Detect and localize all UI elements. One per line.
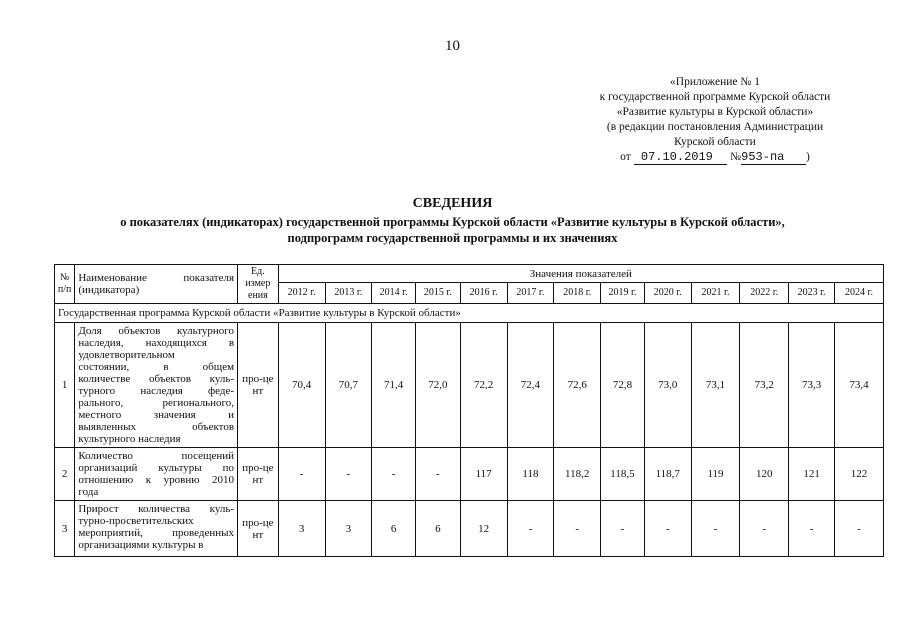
row-number: 2 <box>55 448 75 501</box>
indicator-name-line: Доля объектов культурного <box>78 325 235 337</box>
indicator-name <box>75 448 238 501</box>
value-cell: - <box>278 448 325 501</box>
value-cell: 73,1 <box>691 323 740 448</box>
value-cell: 6 <box>372 501 416 557</box>
header-year-12: 2024 г. <box>834 283 883 304</box>
document-title: СВЕДЕНИЯ <box>412 196 493 211</box>
value-cell: 118,2 <box>554 448 601 501</box>
indicator-name-line: турного наследия феде- <box>78 385 235 397</box>
header-year-9: 2021 г. <box>691 283 740 304</box>
value-cell: - <box>789 501 835 557</box>
header-year-10: 2022 г. <box>740 283 789 304</box>
table-row <box>55 501 884 557</box>
indicator-name-line: мероприятий, проведенных <box>78 527 235 539</box>
header-name: Наименование показателя (индикатора) <box>75 265 238 304</box>
value-cell: 73,3 <box>789 323 835 448</box>
indicator-name-line: организациями культуры в <box>78 539 204 551</box>
indicator-name-line: рального, регионального, <box>78 397 235 409</box>
value-cell: - <box>372 448 416 501</box>
header-num: № п/п <box>55 265 75 304</box>
subtitle-line-1: о показателях (индикаторах) государственной программы Курской области «Развитие культуры в Курской области», <box>120 215 785 229</box>
indicator-name <box>75 323 238 448</box>
value-cell: 71,4 <box>372 323 416 448</box>
indicator-name-line: отношению к уровню 2010 <box>78 474 235 486</box>
page-number: 10 <box>445 38 460 54</box>
appendix-date-line <box>560 150 870 165</box>
resolution-date: 07.10.2019 <box>634 151 728 165</box>
value-cell: - <box>644 501 691 557</box>
value-cell: 3 <box>278 501 325 557</box>
value-cell: - <box>691 501 740 557</box>
header-year-6: 2018 г. <box>554 283 601 304</box>
value-cell: 73,2 <box>740 323 789 448</box>
indicator-name-line: наследия, находящихся в <box>78 337 235 349</box>
value-cell: 73,0 <box>644 323 691 448</box>
value-cell: 73,4 <box>834 323 883 448</box>
header-year-2: 2014 г. <box>372 283 416 304</box>
value-cell: 72,0 <box>416 323 461 448</box>
appendix-line-1: «Приложение № 1 <box>670 76 760 88</box>
appendix-line-5: Курской области <box>674 136 756 148</box>
date-prefix: от <box>620 151 631 163</box>
value-cell: - <box>740 501 789 557</box>
header-values-group: Значения показателей <box>278 265 883 283</box>
indicators-table <box>54 264 884 557</box>
indicator-name-line: выявленных объектов <box>78 421 235 433</box>
header-year-4: 2016 г. <box>460 283 507 304</box>
indicator-name <box>75 501 238 557</box>
value-cell: - <box>325 448 372 501</box>
value-cell: 3 <box>325 501 372 557</box>
indicator-name-line: состоянии, в общем <box>78 361 235 373</box>
indicator-name-line: года <box>78 486 99 498</box>
subtitle-line-2: подпрограмм государственной программы и их значениях <box>287 231 618 245</box>
value-cell: 118,7 <box>644 448 691 501</box>
header-year-3: 2015 г. <box>416 283 461 304</box>
value-cell: - <box>416 448 461 501</box>
unit-cell: про-цент <box>238 448 279 501</box>
value-cell: - <box>507 501 554 557</box>
header-unit: Ед. измер ения <box>238 265 279 304</box>
indicator-name-line: Количество посещений <box>78 450 235 462</box>
appendix-block <box>560 75 870 165</box>
program-title-cell: Государственная программа Курской области «Развитие культуры в Курской области» <box>55 304 884 323</box>
table-row <box>55 323 884 448</box>
value-cell: 120 <box>740 448 789 501</box>
value-cell: - <box>554 501 601 557</box>
unit-cell: про-цент <box>238 323 279 448</box>
indicator-name-line: организаций культуры по <box>78 462 235 474</box>
appendix-line-2: к государственной программе Курской области <box>599 91 831 103</box>
row-number: 3 <box>55 501 75 557</box>
value-cell: - <box>601 501 645 557</box>
header-year-11: 2023 г. <box>789 283 835 304</box>
value-cell: 117 <box>460 448 507 501</box>
value-cell: 118,5 <box>601 448 645 501</box>
indicator-name-line: Прирост количества куль- <box>78 503 235 515</box>
appendix-line-4: (в редакции постановления Администрации <box>606 121 824 133</box>
document-subtitle <box>30 214 875 246</box>
indicator-name-line: турно-просветительских <box>78 515 194 527</box>
unit-cell: про-цент <box>238 501 279 557</box>
value-cell: - <box>834 501 883 557</box>
header-year-1: 2013 г. <box>325 283 372 304</box>
value-cell: 12 <box>460 501 507 557</box>
appendix-line-3: «Развитие культуры в Курской области» <box>616 106 814 118</box>
header-year-5: 2017 г. <box>507 283 554 304</box>
value-cell: 72,6 <box>554 323 601 448</box>
header-year-8: 2020 г. <box>644 283 691 304</box>
value-cell: 70,7 <box>325 323 372 448</box>
program-row <box>55 304 884 323</box>
value-cell: 119 <box>691 448 740 501</box>
value-cell: 122 <box>834 448 883 501</box>
value-cell: 118 <box>507 448 554 501</box>
resolution-number: 953-па <box>741 151 806 165</box>
number-prefix: № <box>730 151 742 163</box>
header-row-1 <box>55 265 884 283</box>
close-paren: ) <box>805 151 810 163</box>
value-cell: 72,8 <box>601 323 645 448</box>
value-cell: 70,4 <box>278 323 325 448</box>
header-year-7: 2019 г. <box>601 283 645 304</box>
indicator-name-line: культурного наследия <box>78 433 181 445</box>
row-number: 1 <box>55 323 75 448</box>
header-year-0: 2012 г. <box>278 283 325 304</box>
value-cell: 6 <box>416 501 461 557</box>
indicator-name-line: местного значения и <box>78 409 235 421</box>
value-cell: 72,2 <box>460 323 507 448</box>
value-cell: 121 <box>789 448 835 501</box>
indicator-name-line: удовлетворительном <box>78 349 175 361</box>
value-cell: 72,4 <box>507 323 554 448</box>
table-row <box>55 448 884 501</box>
indicator-name-line: количестве объектов куль- <box>78 373 235 385</box>
